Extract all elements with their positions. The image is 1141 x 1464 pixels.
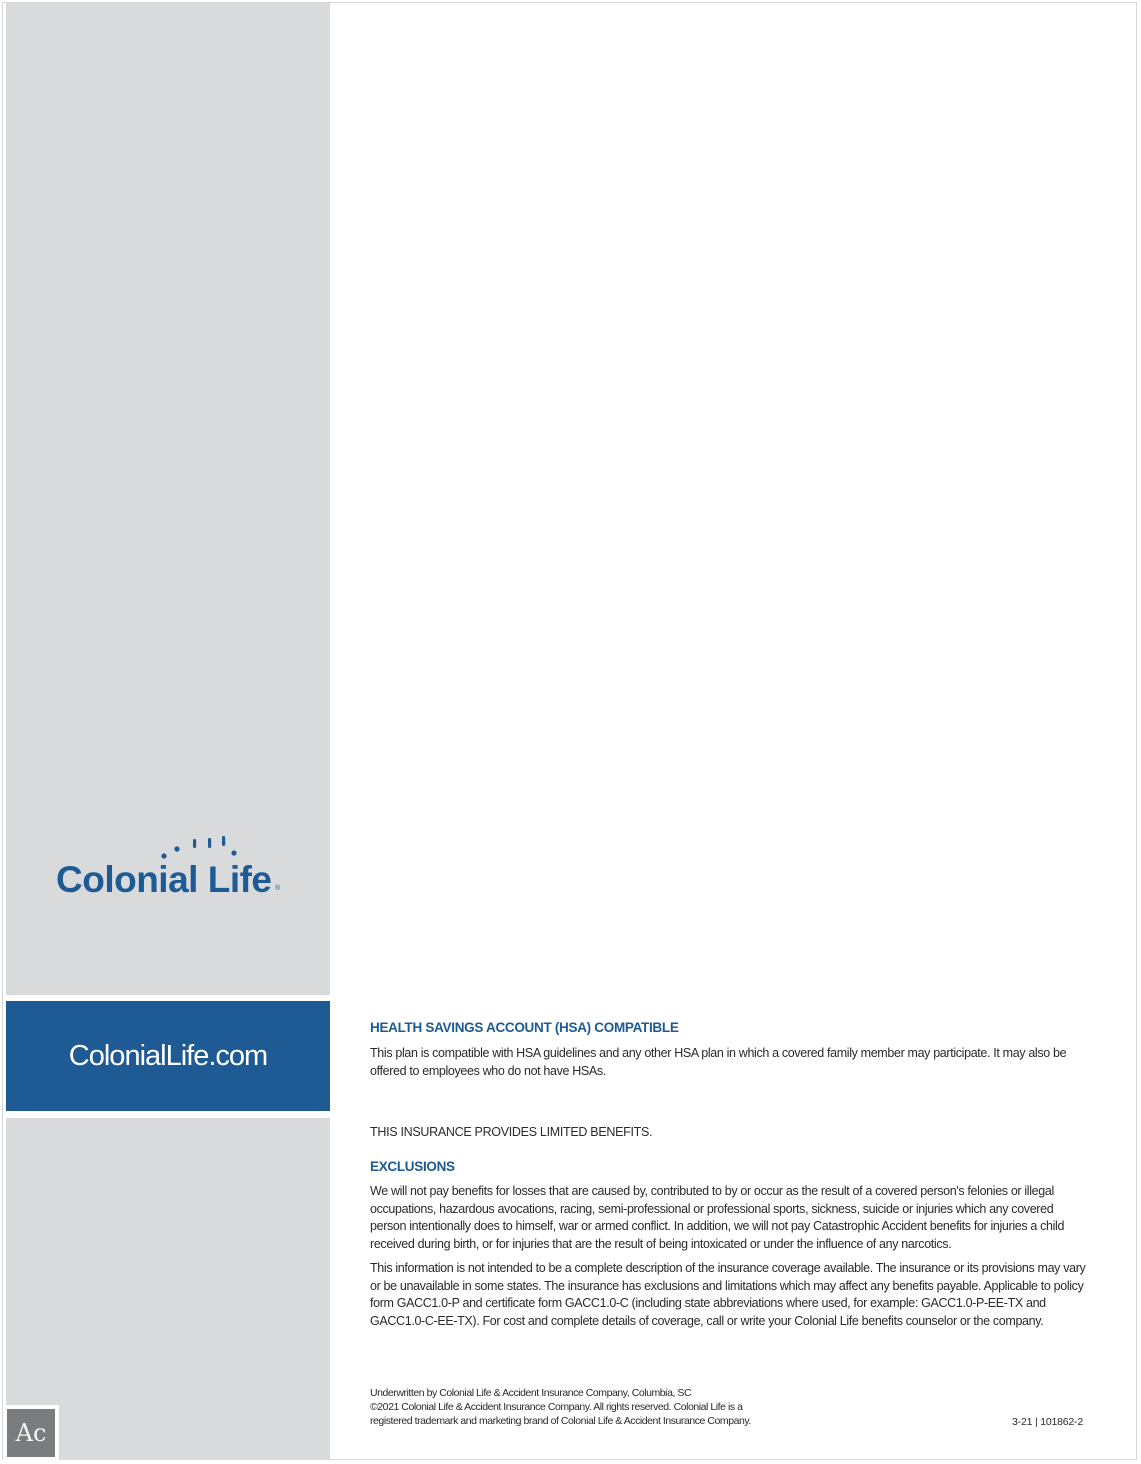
footer-legal	[370, 1386, 1090, 1428]
website-link[interactable]: ColonialLife.com	[68, 1039, 268, 1072]
exclusions-heading: EXCLUSIONS	[370, 1159, 455, 1174]
ac-badge-icon: Ac	[7, 1409, 55, 1457]
website-banner	[6, 1001, 330, 1111]
disclaimer-paragraph: This information is not intended to be a complete description of the insurance coverage available. The insurance or its provisions may vary or be unavailable in some states. The insurance has exclusions and limitations which may affect any benefits payable. Applicable to policy form GACC1.0-P and certificate form GACC1.0-C (including state abbreviations where used, for example: GACC1.0-P-EE-TX and GACC1.0-C-EE-TX). For cost and complete details of coverage, call or write your Colonial Life benefits counselor or the company.	[370, 1261, 1086, 1328]
content-section	[370, 1020, 1090, 1330]
footer-line-copyright: ©2021 Colonial Life & Accident Insurance Company. All rights reserved. Colonial Life is a	[370, 1401, 743, 1413]
exclusions-paragraph: We will not pay benefits for losses that are caused by, contributed to by or occur as the result of a covered person's felonies or illegal occupations, hazardous avocations, racing, semi-professional or professional sports, sickness, suicide or injuries which any covered person intentionally does to himself, war or armed conflict. In addition, we will not pay Catastrophic Accident benefits for injuries a child received during birth, or for injuries that are the result of being intoxicated or under the influence of any narcotics.	[370, 1184, 1065, 1251]
footer-line-underwriter: Underwritten by Colonial Life & Accident Insurance Company, Columbia, SC	[370, 1387, 692, 1399]
hsa-paragraph: This plan is compatible with HSA guidelines and any other HSA plan in which a covered family member may participate. It may also be offered to employees who do not have HSAs.	[370, 1046, 1067, 1078]
colonial-life-logo-icon	[56, 832, 286, 902]
footer-line-trademark: registered trademark and marketing brand of Colonial Life & Accident Insurance Company.	[370, 1415, 751, 1427]
svg-text:Colonial Life: Colonial Life	[56, 859, 272, 900]
form-code: 3-21 | 101862-2	[1012, 1416, 1083, 1428]
hsa-heading: HEALTH SAVINGS ACCOUNT (HSA) COMPATIBLE	[370, 1020, 679, 1035]
limited-benefits-notice: THIS INSURANCE PROVIDES LIMITED BENEFITS.	[370, 1125, 653, 1139]
colonial-life-logo	[56, 832, 286, 902]
ac-badge	[3, 1405, 59, 1461]
svg-text:®: ®	[275, 885, 281, 892]
